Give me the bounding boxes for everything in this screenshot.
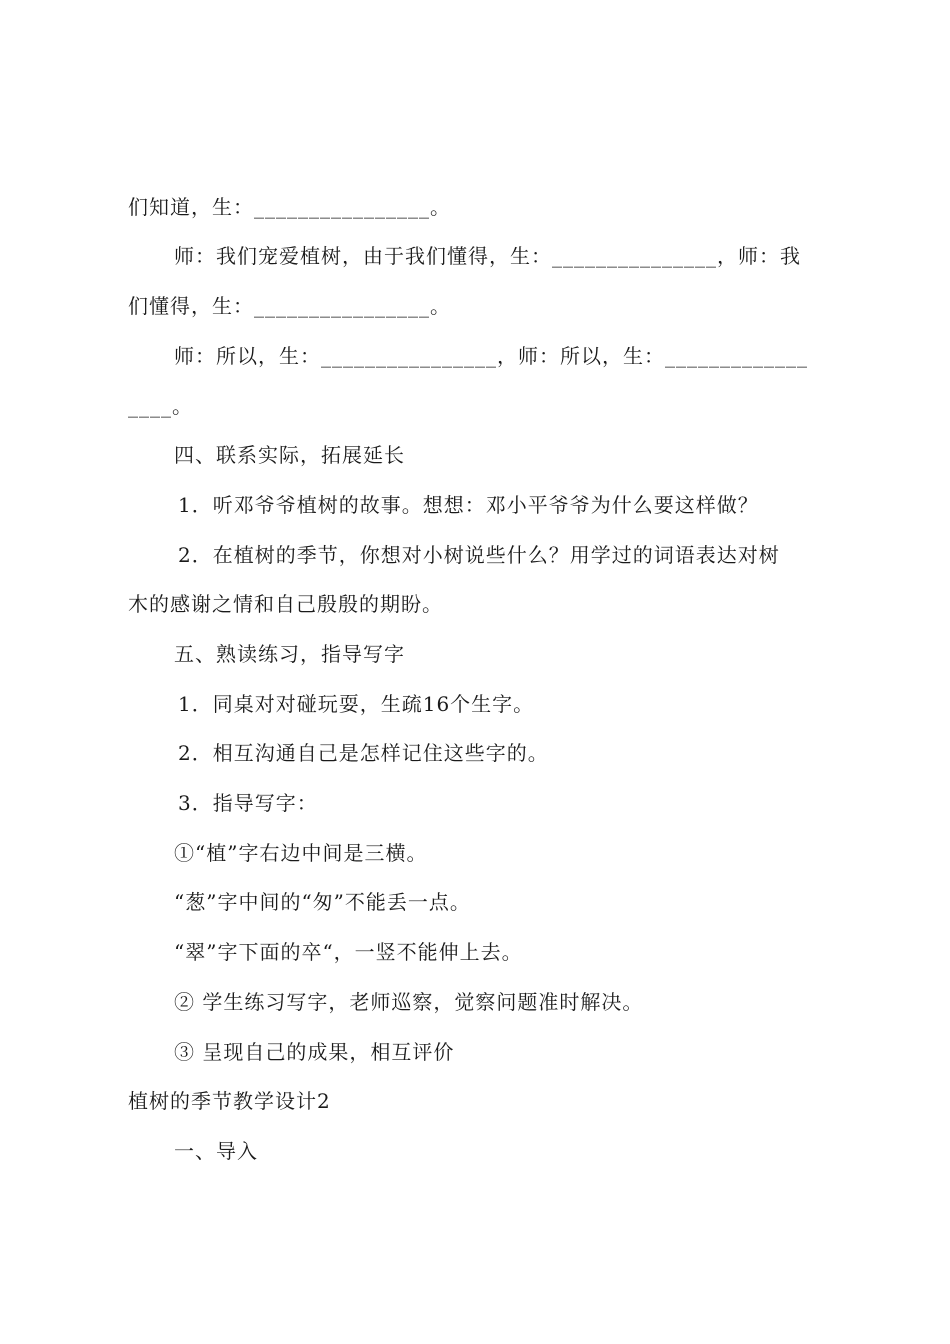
list-item: 1．同桌对对碰玩耍，生疏16个生字。 [178,692,535,716]
section-heading: 一、导入 [174,1139,258,1163]
text-line: “翠”字下面的卒“，一竖不能伸上去。 [174,940,523,964]
list-item: 1．听邓爷爷植树的故事。想想：邓小平爷爷为什么要这样做？ [178,493,759,517]
text-line: ② 学生练习写字，老师巡察，觉察问题准时解决。 [174,990,644,1014]
text-line: ③ 呈现自己的成果，相互评价 [174,1040,455,1064]
list-item: 2．相互沟通自己是怎样记住这些字的。 [178,741,549,765]
list-item: 2．在植树的季节，你想对小树说些什么？用学过的词语表达对树 [178,543,780,567]
text-line: 们知道，生：________________。 [128,195,451,219]
text-line: 师：我们宠爱植树，由于我们懂得，生：_______________，师：我 [174,244,801,268]
text-line: 们懂得，生：________________。 [128,294,451,318]
text-line: ____。 [128,394,193,418]
text-line: 师：所以，生：________________，师：所以，生：_____________ [174,344,808,368]
text-line: ①“植”字右边中间是三横。 [174,841,428,865]
text-line: “葱”字中间的“匆”不能丢一点。 [174,890,471,914]
list-item: 3．指导写字： [178,791,318,815]
section-heading: 五、熟读练习，指导写字 [174,642,405,666]
text-line: 木的感谢之情和自己殷殷的期盼。 [128,592,443,616]
section-heading: 四、联系实际，拓展延长 [174,443,405,467]
document-title: 植树的季节教学设计2 [128,1089,331,1113]
